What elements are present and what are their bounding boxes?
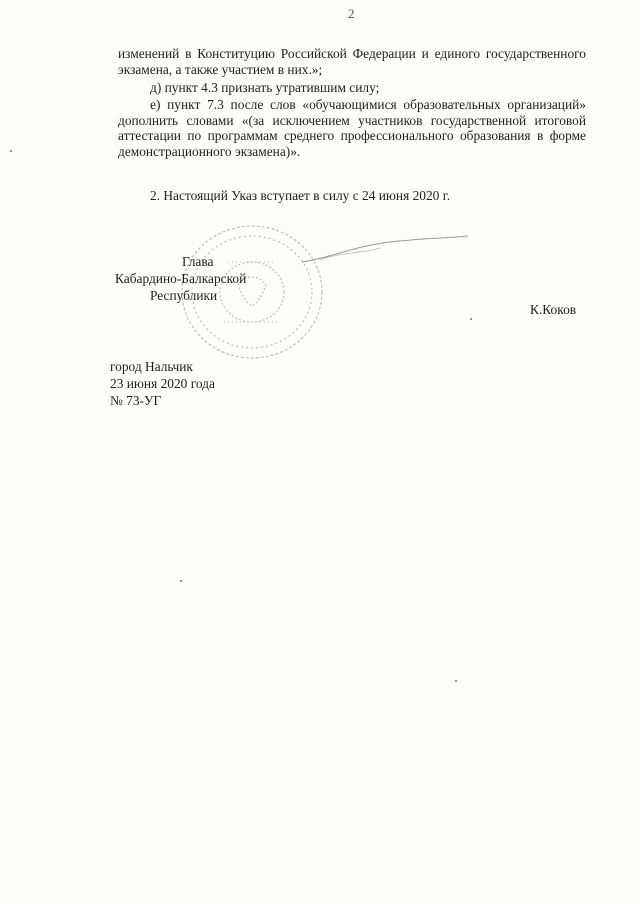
scan-speck	[10, 150, 12, 152]
signatory-title-line-2: Кабардино-Балкарской	[115, 271, 247, 286]
issue-city: город Нальчик	[110, 359, 193, 374]
handwritten-signature	[300, 232, 470, 268]
scan-speck	[455, 680, 457, 682]
signatory-name: К.Коков	[530, 302, 577, 317]
paragraph-continuation: изменений в Конституцию Российской Федерации и единого государственного экзамена, а также участием в них.»;	[118, 46, 586, 77]
signatory-title-line-1: Глава	[182, 254, 214, 269]
scan-speck	[180, 580, 182, 582]
paragraph-effective-date: 2. Настоящий Указ вступает в силу с 24 июня 2020 г.	[150, 188, 451, 203]
decree-number: № 73-УГ	[110, 393, 162, 408]
scan-speck	[470, 318, 472, 320]
paragraph-item-d: д) пункт 4.3 признать утратившим силу;	[150, 80, 380, 95]
issue-date: 23 июня 2020 года	[110, 376, 215, 391]
page-number: 2	[348, 6, 355, 21]
paragraph-item-e: е) пункт 7.3 после слов «обучающимися образовательных организаций» дополнить словами «(за исключением участников государственной итоговой аттестации по программам среднего профессионального образования в форме демонстрационного экзамена)».	[118, 97, 586, 159]
signatory-title-line-3: Республики	[150, 288, 218, 303]
